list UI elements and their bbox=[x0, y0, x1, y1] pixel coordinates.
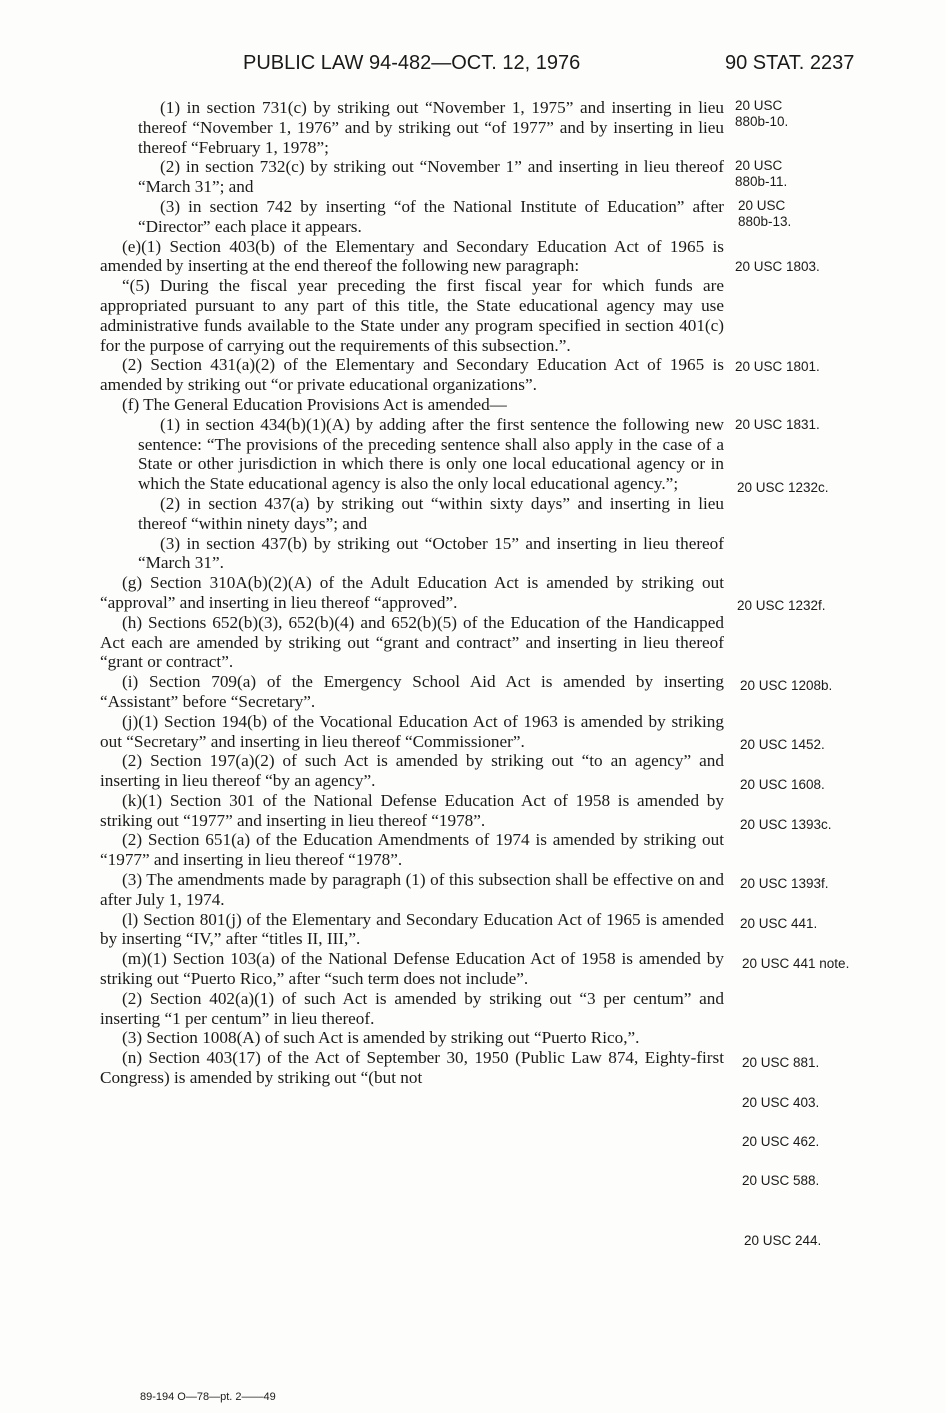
law-paragraph: (2) Section 402(a)(1) of such Act is amended by striking out “3 per centum” and inserting “1 per centum” in lieu thereof. bbox=[100, 988, 724, 1028]
law-paragraph: (k)(1) Section 301 of the National Defense Education Act of 1958 is amended by striking out “1977” and inserting in lieu thereof “1978”. bbox=[100, 790, 724, 830]
print-footer: 89-194 O—78—pt. 2——49 bbox=[140, 1391, 276, 1403]
usc-citation-note: 20 USC 1831. bbox=[735, 417, 820, 432]
law-paragraph: (e)(1) Section 403(b) of the Elementary and Secondary Education Act of 1965 is amended by inserting at the end thereof the following new paragraph: bbox=[100, 236, 724, 276]
law-paragraph: (2) in section 732(c) by striking out “November 1” and inserting in lieu thereof “March 31”; and bbox=[138, 157, 724, 197]
usc-citation-note: 20 USC 881. bbox=[742, 1055, 820, 1070]
usc-citation-note: 20 USC 1208b. bbox=[740, 678, 833, 693]
usc-citation-note: 20 USC 403. bbox=[742, 1095, 820, 1110]
usc-citation-note: 20 USC 880b-10. bbox=[735, 98, 789, 129]
law-paragraph: (3) Section 1008(A) of such Act is amended by striking out “Puerto Rico,”. bbox=[122, 1028, 640, 1048]
law-paragraph: (f) The General Education Provisions Act is amended— bbox=[122, 394, 507, 414]
law-paragraph: (3) in section 437(b) by striking out “October 15” and inserting in lieu thereof “March 31”. bbox=[138, 533, 724, 573]
law-paragraph: (2) in section 437(a) by striking out “within sixty days” and inserting in lieu thereof “within ninety days”; and bbox=[138, 493, 724, 533]
usc-citation-note: 20 USC 1801. bbox=[735, 359, 820, 374]
law-paragraph: (j)(1) Section 194(b) of the Vocational Education Act of 1963 is amended by striking out “Secretary” and inserting in lieu thereof “Commissioner”. bbox=[100, 711, 724, 751]
page-stat-number: 90 STAT. 2237 bbox=[725, 52, 855, 74]
law-text-body bbox=[100, 98, 724, 1088]
usc-citation-note: 20 USC 462. bbox=[742, 1134, 820, 1149]
law-paragraph: (3) in section 742 by inserting “of the National Institute of Education” after “Director” each place it appears. bbox=[138, 196, 724, 236]
law-paragraph: (h) Sections 652(b)(3), 652(b)(4) and 652(b)(5) of the Education of the Handicapped Act each are amended by striking out “grant and contract” and inserting in lieu thereof “grant or contract”. bbox=[100, 612, 724, 672]
law-paragraph: “(5) During the fiscal year preceding the first fiscal year for which funds are appropriated pursuant to any part of this title, the State educational agency may use administrative funds available to the State under any program specified in section 401(c) for the purpose of carrying out the requirements of this subsection.”. bbox=[100, 276, 724, 355]
usc-citation-note: 20 USC 1608. bbox=[740, 777, 825, 792]
law-paragraph: (2) Section 431(a)(2) of the Elementary and Secondary Education Act of 1965 is amended by striking out “or private educational organizations”. bbox=[100, 355, 724, 395]
usc-citation-note: 20 USC 1452. bbox=[740, 737, 825, 752]
running-head-title: PUBLIC LAW 94-482—OCT. 12, 1976 bbox=[243, 52, 581, 74]
usc-citation-note: 20 USC 244. bbox=[744, 1233, 822, 1248]
usc-citation-note: 20 USC 1232c. bbox=[737, 480, 829, 495]
law-paragraph: (1) in section 434(b)(1)(A) by adding after the first sentence the following new sentence: “The provisions of the preceding sentence shall also apply in the case of a State or other jurisdiction in which there is only one local educational agency or in which the State educational agency is also the only local educational agency.”; bbox=[138, 414, 724, 494]
law-paragraph: (g) Section 310A(b)(2)(A) of the Adult Education Act is amended by striking out “approval” and inserting in lieu thereof “approved”. bbox=[100, 573, 724, 612]
usc-citation-note: 20 USC 441 note. bbox=[742, 956, 850, 971]
usc-citation-note: 20 USC 1393c. bbox=[740, 817, 832, 832]
usc-citation-note: 20 USC 880b-11. bbox=[735, 158, 788, 189]
usc-citation-note: 20 USC 1393f. bbox=[740, 876, 829, 891]
usc-citation-note: 20 USC 1232f. bbox=[737, 598, 826, 613]
law-paragraph: (m)(1) Section 103(a) of the National Defense Education Act of 1958 is amended by striking out “Puerto Rico,” after “such term does not include”. bbox=[100, 949, 724, 989]
usc-citation-note: 20 USC 1803. bbox=[735, 259, 820, 274]
law-paragraph: (3) The amendments made by paragraph (1) of this subsection shall be effective on and after July 1, 1974. bbox=[100, 870, 724, 909]
usc-citation-note: 20 USC 441. bbox=[740, 916, 818, 931]
usc-citation-note: 20 USC 588. bbox=[742, 1173, 820, 1188]
law-paragraph: (1) in section 731(c) by striking out “November 1, 1975” and inserting in lieu thereof “November 1, 1976” and by striking out “of 1977” and by inserting in lieu thereof “February 1, 1978”; bbox=[138, 98, 724, 157]
law-paragraph: (i) Section 709(a) of the Emergency School Aid Act is amended by inserting “Assistant” before “Secretary”. bbox=[100, 672, 724, 711]
law-paragraph: (n) Section 403(17) of the Act of September 30, 1950 (Public Law 874, Eighty-first Congress) is amended by striking out “(but not bbox=[100, 1048, 724, 1088]
law-paragraph: (2) Section 651(a) of the Education Amendments of 1974 is amended by striking out “1977” and inserting in lieu thereof “1978”. bbox=[100, 830, 724, 870]
law-paragraph: (l) Section 801(j) of the Elementary and Secondary Education Act of 1965 is amended by inserting “IV,” after “titles II, III,”. bbox=[100, 909, 724, 949]
usc-citation-note: 20 USC 880b-13. bbox=[738, 198, 792, 229]
law-paragraph: (2) Section 197(a)(2) of such Act is amended by striking out “to an agency” and inserting in lieu thereof “by an agency”. bbox=[100, 751, 724, 791]
